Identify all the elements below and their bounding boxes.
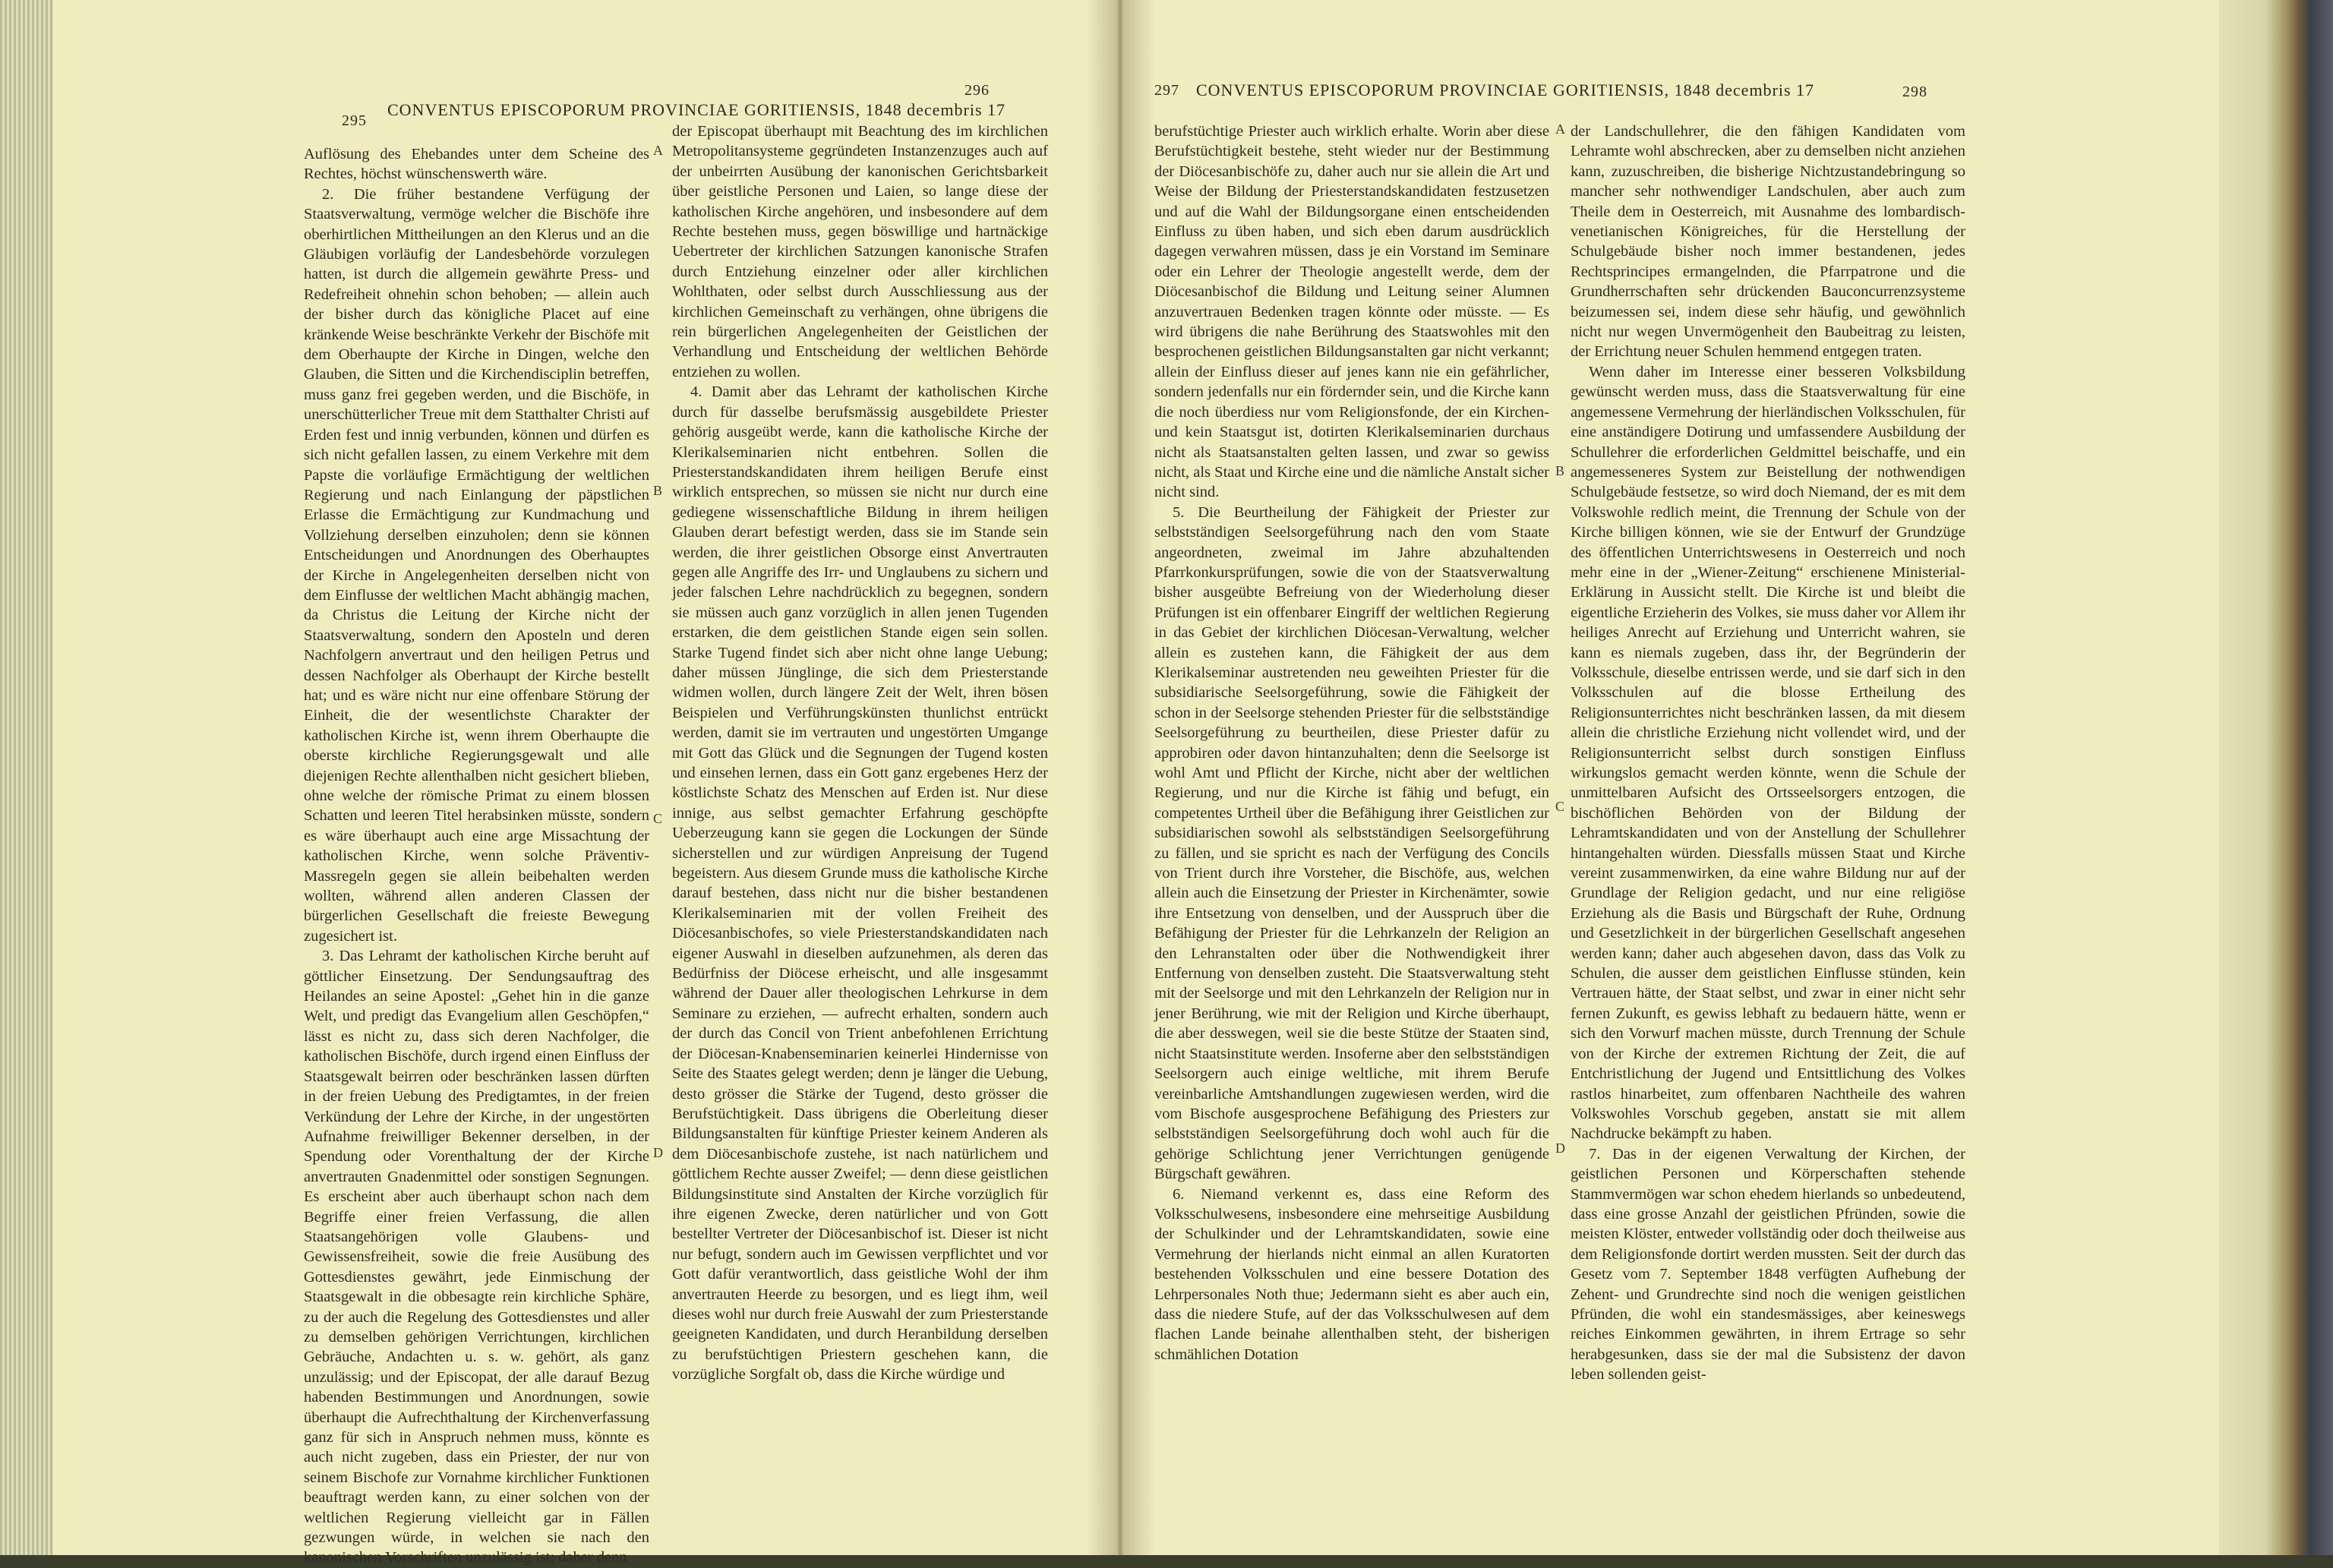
right-page xyxy=(1154,0,2219,1555)
right-page-header xyxy=(1154,0,2219,100)
margin-marker-d: D xyxy=(653,1145,663,1160)
page-number-298: 298 xyxy=(1902,84,1927,100)
left-page-header xyxy=(53,0,1086,129)
left-page xyxy=(53,0,1086,1566)
running-title-left: CONVENTUS EPISCOPORUM PROVINCIAE GORITIENSIS, 1848 decembris 17 xyxy=(387,100,1006,119)
right-page-column-1 xyxy=(1154,121,1549,1526)
page-stack-left xyxy=(0,0,53,1555)
paragraph: 4. Damit aber das Lehramt der katholischen Kirche durch für dasselbe berufsmässig ausgebildete Priester gehörig ausgeübt werde, kann die katholische Kirche der Klerikalseminarien nicht entbehren. Sollen die Priesterstandskandidaten ihrem heiligen Berufe einst wirklich entsprechen, so müssen sie nicht nur durch eine gediegene wissenschaftliche Bildung in ihrem heiligen Glauben derart befestigt werden, dass sie im Stande sein werden, die ihrer geistlichen Obsorge einst Anvertrauten gegen alle Angriffe des Irr- und Unglaubens zu sichern und jeder falschen Lehre nachdrücklich zu begegnen, sondern sie müssen auch ganz vorzüglich in allen jenen Tugenden erstarken, die dem geistlichen Stande eigen sein sollen. Starke Tugend findet sich aber nicht ohne lange Uebung; daher müssen Jünglinge, die sich dem Priesterstande widmen wollen, durch längere Zeit der Welt, ihren bösen Beispielen und Verführungskünsten thunlichst entrückt werden, damit sie im vertrauten und ungestörten Umgange mit Gott das Glück und die Segnungen der Tugend kosten und einsehen lernen, dass ein Gott ganz ergebenes Herz der köstlichste Schatz des Menschen auf Erden ist. Nur diese innige, aus selbst gemachter Erfahrung geschöpfte Ueberzeugung kann sie gegen die Lockungen der Sünde sicherstellen und zur würdigen Anpreisung der Tugend begeistern. Aus diesem Grunde muss die katholische Kirche darauf bestehen, dass nicht nur die bisher bestandenen Klerikalseminarien mit der vollen Freiheit des Diöcesanbischofes, so viele Priesterstandskandidaten nach eigener Auswahl in dieselben aufzunehmen, als deren das Bedürfniss der Diöcese erheischt, und alle insgesammt während der Dauer aller theologischen Lehrkurse in dem Seminare zu erziehen, — aufrecht erhalten, sondern auch der durch das Concil von Trient anbefohlenen Errichtung der Diöcesan-Knabenseminarien keinerlei Hindernisse von Seite des Staates gelegt werden; denn je länger die Uebung, desto grösser die Stärke der Tugend, desto grösser die Berufstüchtigkeit. Dass übrigens die Oberleitung dieser Bildungsanstalten für künftige Priester keinem Anderen als dem Diöcesanbischofe zustehe, ist nach natürlichem und göttlichem Rechte ausser Zweifel; — denn diese geistlichen Bildungsinstitute sind Anstalten der Kirche vorzüglich für ihre eigenen Zwecke, deren natürlicher und von Gott bestellter Vertreter der Diöcesanbischof ist. Dieser ist nicht nur befugt, sondern auch im Gewissen verpflichtet und vor Gott dafür verantwortlich, dass geistliche Wohl der ihm anvertrauten Heerde zu besorgen, und es liegt ihm, weil dieses wohl nur durch freie Auswahl der zum Priesterstande geeigneten Kandidaten, und durch Heranbildung derselben zu berufstüchtigen Priestern geschehen kann, die vorzügliche Sorgfalt ob, dass die Kirche würdige und xyxy=(672,383,1048,1383)
paragraph: Wenn daher im Interesse einer besseren Volksbildung gewünscht werden muss, dass die Staatsverwaltung für eine angemessene Vermehrung der hierländischen Volksschulen, für eine anständigere Dotirung und umfassendere Ausbildung der Schullehrer die erforderlichen Geldmittel beischaffe, und ein angemesseneres System zur Beistellung der nothwendigen Schulgebäude festsetze, so wird doch Niemand, der es mit dem Volkswohle redlich meint, die Trennung der Schule von der Kirche billigen können, wie sie der Entwurf der Grundzüge des öffentlichen Unterrichtswesens in Oesterreich und noch mehr eine in der „Wiener-Zeitung“ erschienene Ministerial-Erklärung in Aussicht stellt. Die Kirche ist und bleibt die eigentliche Erzieherin des Volkes, sie muss daher vor Allem ihr heiliges Anrecht auf Erziehung und Unterricht wahren, sie kann es niemals zugeben, dass ihr, der Begründerin der Volksschule, dieselbe entrissen werde, und sie darf sich in den Volksschulen auf die blosse Ertheilung des Religionsunterrichtes nicht beschränken lassen, da mit diesem allein die christliche Erziehung nicht vollendet wird, und der Religionsunterricht selbst durch sonstigen Einfluss wirkungslos gemacht werden könnte, wenn die Schule der unmittelbaren Aufsicht des Ortsseelsorgers entzogen, die bischöflichen Behörden von der Bildung der Lehramtskandidaten und von der Anstellung der Schullehrer hintangehalten würden. Diessfalls müssen Staat und Kirche vereint zusammenwirken, da eine wahre Bildung nur auf der Grundlage der Religion gedacht, und nur eine religiöse Erziehung als die Basis und Bürgschaft der Ruhe, Ordnung und Gesetzlichkeit in der bürgerlichen Gesellschaft angesehen werden kann; daher auch abgesehen davon, dass das Volk zu Schulen, die ausser dem geistlichen Einflusse stünden, kein Vertrauen hätte, der Staat selbst, und zwar in einer nicht sehr fernen Zukunft, es gewiss lebhaft zu bedauern hätte, wenn er sich den Vorwurf machen müsste, durch Trennung der Schule von der Kirche der extremen Richtung der Zeit, die auf Entchristlichung der Jugend und Entsittlichung des Volkes rastlos hinarbeitet, zum offenbaren Nachtheile des wahren Volkswohles Vorschub gegeben, anstatt sie mit allem Nachdrucke bekämpft zu haben. xyxy=(1571,363,1965,1143)
page-number-296: 296 xyxy=(964,82,990,99)
margin-marker-c: C xyxy=(653,811,663,826)
margin-marker-b: B xyxy=(653,483,663,498)
margin-marker-c: C xyxy=(1555,799,1565,814)
page-number-295: 295 xyxy=(342,112,367,129)
paragraph: berufstüchtige Priester auch wirklich erhalte. Worin aber diese Berufstüchtigkeit bestehe, steht wieder nur der Bestimmung der Diöcesanbischöfe zu, daher auch nur sie allein die Art und Weise der Bildung der Priesterstandskandidaten festzusetzen und auf die Wahl der Bildungsorgane einen entscheidenden Einfluss zu üben haben, und sich eben darum ausdrücklich dagegen verwahren müssen, dass je ein Vorstand im Seminare oder ein Lehrer der Theologie angestellt werde, dem der Diöcesanbischof die Bildung und Leitung seiner Alumnen anzuvertrauen Bedenken tragen könnte oder müsste. — Es wird übrigens die nahe Berührung des Staatswohles mit den besprochenen geistlichen Bildungsanstalten gar nicht verkannt; allein der Einfluss dieser auf jenes kann nie ein gefährlicher, sondern jedenfalls nur ein fördernder sein, und die Kirche kann die noch überdiess nur vom Religionsfonde, der ein Kirchen- und kein Staatsgut ist, dotirten Klerikalseminarien durchaus nicht als Staatsanstalten gelten lassen, und zwar so gewiss nicht, als Staat und Kirche eine und die nämliche Anstalt sicher nicht sind. xyxy=(1154,123,1549,501)
paragraph: der Landschullehrer, die den fähigen Kandidaten vom Lehramte wohl abschrecken, aber zu demselben nicht anziehen kann, zuzuschreiben, die bisherige Nichtzustandebringung so mancher sehr nothwendiger Landschulen, aber auch zum Theile dem in Oesterreich, mit Ausnahme des lombardisch-venetianischen Königreiches, für die Herstellung der Schulgebäude bisher noch immer bestandenen, jedes Rechtsprincipes ermangelnden, die Pfarrpatrone und die Grundherrschaften sehr drückenden Bauconcurrenzsysteme beizumessen sei, indem diese sehr häufig, und gewöhnlich nicht nur wegen Unvermögenheit den Baubeitrag zu leisten, der Errichtung neuer Schulen hemmend entgegen traten. xyxy=(1571,123,1965,361)
running-title-right: CONVENTUS EPISCOPORUM PROVINCIAE GORITIENSIS, 1848 decembris 17 xyxy=(1196,80,1815,99)
margin-marker-a: A xyxy=(1555,121,1565,137)
margin-marker-d: D xyxy=(1555,1141,1565,1156)
paragraph: 6. Niemand verkennt es, dass eine Reform des Volksschulwesens, insbesondere eine mehrseitige Ausbildung der Schulkinder und der Lehramtskandidaten, sowie eine Vermehrung der hierlands nicht einmal an allen Kuratorten bestehenden Volksschulen und eine bessere Dotation des Lehrpersonales Noth thue; Jedermann sieht es aber auch ein, dass die niedere Stufe, auf der das Volksschulwesen auf dem flachen Lande beinahe allenthalben steht, der bisherigen schmählichen Dotation xyxy=(1154,1185,1549,1363)
page-number-297: 297 xyxy=(1154,82,1179,99)
left-page-column-2 xyxy=(672,121,1048,1530)
paragraph: 7. Das in der eigenen Verwaltung der Kirchen, der geistlichen Personen und Körperschaften stehende Stammvermögen war schon ehedem hierlands so unbedeutend, dass eine grosse Anzahl der geistlichen Pfründen, sowie die meisten Klöster, entweder vollständig oder doch theilweise aus dem Religionsfonde dortirt werden mussten. Seit der durch das Gesetz vom 7. September 1848 verfügten Aufhebung der Zehent- und Grundrechte sind noch die wenigen geistlichen Pfründen, die wohl ein standesmässiges, aber keineswegs reiches Einkommen gewährten, in ihrem Ertrage so sehr herabgesunken, dass sie der mal die Subsistenz der davon leben sollenden geist- xyxy=(1571,1145,1965,1383)
page-stack-right xyxy=(2219,0,2333,1555)
right-page-column-2 xyxy=(1571,121,1965,1526)
margin-marker-a: A xyxy=(653,143,663,158)
paragraph: 3. Das Lehramt der katholischen Kirche beruht auf göttlicher Einsetzung. Der Sendungsauftrag des Heilandes an seine Apostel: „Gehet hin in die ganze Welt, und predigt das Evangelium allen Geschöpfen,“ lässt es nicht zu, dass sich deren Nachfolger, die katholischen Bischöfe, durch irgend einen Einfluss der Staatsgewalt beirren oder beschränken lassen dürften in der freien Uebung des Predigtamtes, in der freien Verkündung der Lehre der Kirche, in der ungestörten Aufnahme freiwilliger Bekenner derselben, in der Spendung oder Vorenthaltung der der Kirche anvertrauten Gnadenmittel oder sonstigen Segnungen. Es erscheint aber auch überhaupt schon nach dem Begriffe einer freien Verfassung, die allen Staatsangehörigen volle Glaubens- und Gewissensfreiheit, sowie die freie Ausübung des Gottesdienstes gewährt, jede Einmischung der Staatsgewalt in die obbesagte rein kirchliche Sphäre, zu der auch die Regelung des Gottesdienstes und aller zu demselben gehörigen Verrichtungen, kirchlichen Gebräuche, Andachten u. s. w. gehört, als ganz unzulässig; und der Episcopat, der alle darauf Bezug habenden Bestimmungen und Anordnungen, sowie überhaupt die Aufrechthaltung der Kirchenverfassung ganz für sich in Anspruch nehmen muss, könnte es auch nicht zugeben, dass ein Priester, der nur von seinem Bischofe zur Vornahme kirchlicher Funktionen beauftragt werden kann, zu einer solchen von der weltlichen Regierung vielleicht gar in Fällen gezwungen würde, in welchen sie nach den kanonischen Vorschriften unzulässig ist; daher denn xyxy=(304,948,649,1566)
paragraph: 2. Die früher bestandene Verfügung der Staatsverwaltung, vermöge welcher die Bischöfe ihre oberhirtlichen Mittheilungen an den Klerus und an die Gläubigen vorläufig der Landesbehörde vorzulegen hatten, ist durch die allgemein gewährte Press- und Redefreiheit ohnehin schon behoben; — allein auch der bisher durch das königliche Placet auf eine kränkende Weise beschränkte Verkehr der Bischöfe mit dem Oberhaupte der Kirche in Dingen, welche den Glauben, die Sitten und die Kirchendisciplin betreffen, muss ganz frei gegeben werden, und die Bischöfe, in unerschütterlicher Treue mit dem Statthalter Christi auf Erden fest und innig verbunden, können und dürfen es sich nicht gefallen lassen, zu einem Verkehre mit dem Papste die vorläufige Ermächtigung der weltlichen Regierung und nach Einlangung der päpstlichen Erlasse die Ermächtigung zur Kundmachung und Vollziehung derselben einzuholen; denn sie können Entscheidungen und Anordnungen des Oberhauptes der Kirche in Angelegenheiten derselben nicht von dem Einflusse der weltlichen Macht abhängig machen, da Christus die Leitung der Kirche nicht der Staatsverwaltung, sondern den Aposteln und deren Nachfolgern anvertraut und den heiligen Petrus und dessen Nachfolger als Oberhaupt der Kirche bestellt hat; und es wäre nicht nur eine offenbare Störung der Einheit, die der wesentlichste Charakter der katholischen Kirche ist, wenn ihrem Oberhaupte die oberste kirchliche Regierungsgewalt und alle diejenigen Rechte allenthalben nicht gesichert blieben, ohne welche der römische Primat zu einem blossen Schatten und leeren Titel herabsinken müsste, sondern es wäre überhaupt auch eine arge Missachtung der katholischen Kirche, wenn solche Präventiv-Massregeln gegen sie allein beibehalten werden wollten, während allen anderen Classen der bürgerlichen Gesellschaft die freieste Bewegung zugesichert ist. xyxy=(304,185,649,945)
paragraph: Auflösung des Ehebandes unter dem Scheine des Rechtes, höchst wünschenswerth wäre. xyxy=(304,146,649,183)
margin-marker-b: B xyxy=(1555,463,1565,478)
open-book xyxy=(53,0,2219,1566)
paragraph: 5. Die Beurtheilung der Fähigkeit der Priester zur selbstständigen Seelsorgeführung nach den vom Staate angeordneten, zweimal im Jahre abzuhaltenden Pfarrkonkursprüfungen, sowie die von der Staatsverwaltung bisher ausgeübte Befreiung von der Wiederholung dieser Prüfungen ist ein offenbarer Eingriff der weltlichen Regierung in das Gebiet der kirchlichen Diöcesan-Verwaltung, welcher allein es zustehen kann, die Fähigkeit der aus dem Klerikalseminar austretenden neu geweihten Priester für die subsidiarische Seelsorgeführung, sowie die Fähigkeit der schon in der Seelsorge stehenden Priester für die selbstständige Seelsorgeführung zu beurtheilen, diese Priester dafür zu approbiren oder davon hintanzuhalten; denn die Seelsorge ist wohl Amt und Pflicht der Kirche, nicht aber der weltlichen Regierung, und nur die Kirche ist fähig und befugt, ein competentes Urtheil über die Befähigung ihrer Geistlichen zur subsidiarischen sowohl als selbstständigen Seelsorgeführung zu fällen, und sie spricht es nach der Verfügung des Concils von Trient durch ihre Vorsteher, die Bischöfe, aus, welchen allein auch die Einsetzung der Priester in Kirchenämter, sowie ihre Entsetzung von denselben, und der Ausspruch über die Befähigung der Priester für die Lehrkanzeln der Religion an den Lehranstalten oder über die Nothwendigkeit ihrer Entfernung von denselben zusteht. Die Staatsverwaltung steht mit der Seelsorge und mit den Lehrkanzeln der Religion nur in jener Berührung, wie mit der Religion und Kirche überhaupt, die aber desswegen, weil sie die beste Stütze der Staaten sind, nicht Staatsinstitute werden. Insoferne aber den selbstständigen Seelsorgern auch einige weltliche, mit ihrem Berufe vereinbarliche Amtshandlungen zugewiesen werden, wird die vom Bischofe ausgesprochene Befähigung des Priesters zur selbstständigen Seelsorgeführung doch wohl auch für die gehörige Schlichtung jener Verrichtungen genügende Bürgschaft gewähren. xyxy=(1154,503,1549,1183)
paragraph: der Episcopat überhaupt mit Beachtung des im kirchlichen Metropolitansysteme gegründeten Instanzenzuges auch auf der unbeirrten Ausübung der kanonischen Gerichtsbarkeit über geistliche Personen und Laien, so lange diese der katholischen Kirche angehören, und insbesondere auf dem Rechte bestehen muss, gegen böswillige und hartnäckige Uebertreter der kirchlichen Satzungen kanonische Strafen durch Entziehung einzelner oder aller kirchlichen Wohlthaten, oder selbst durch Ausschliessung aus der kirchlichen Gemeinschaft zu verhängen, ohne übrigens die rein bürgerlichen Angelegenheiten der Geistlichen der Verhandlung und Entscheidung der weltlichen Behörde entziehen zu wollen. xyxy=(672,123,1048,380)
book-gutter xyxy=(1086,0,1154,1555)
left-page-column-1 xyxy=(304,144,649,1566)
